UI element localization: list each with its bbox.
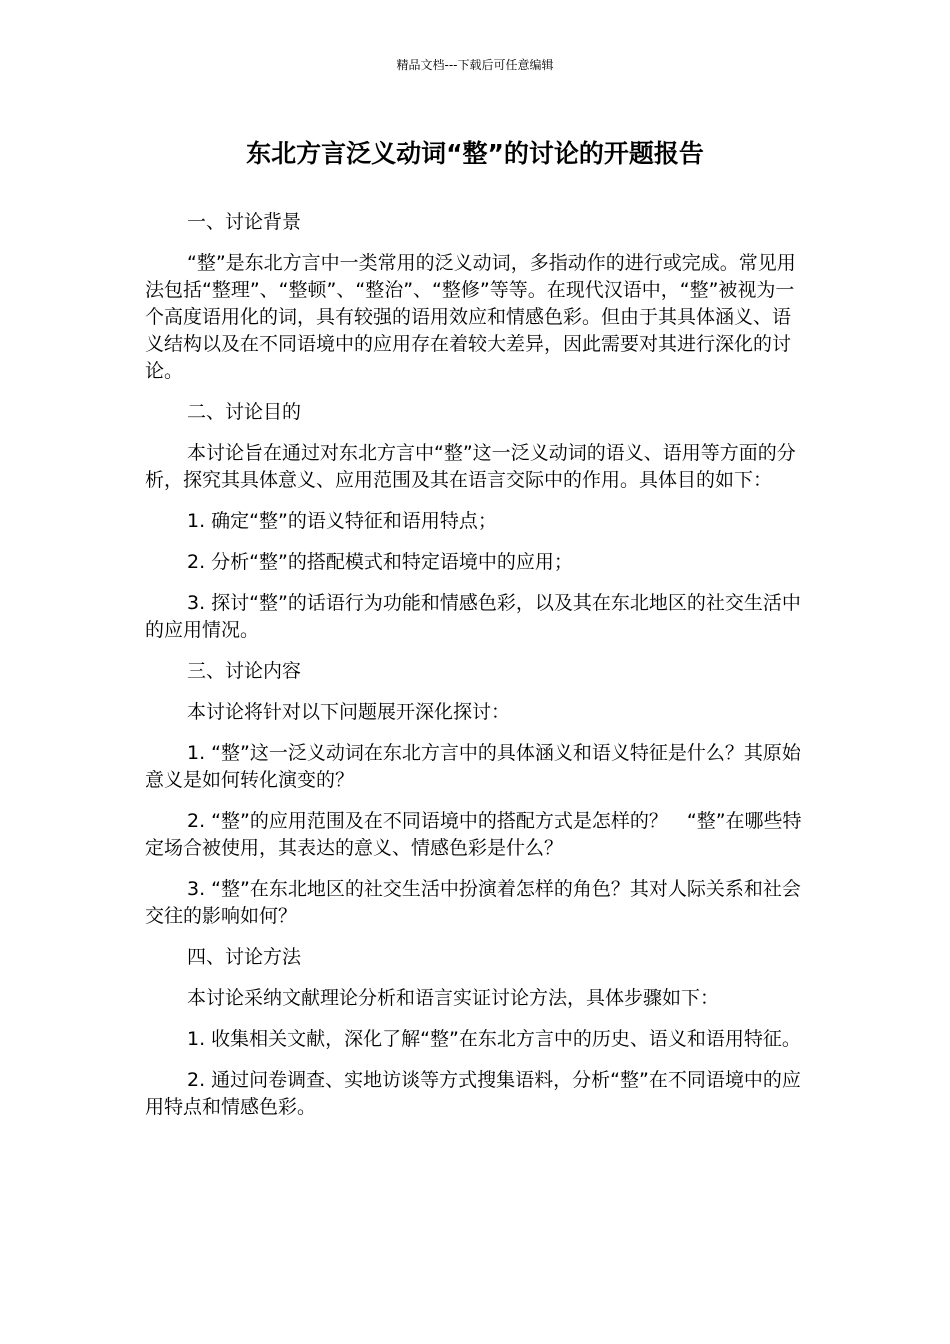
purpose-item: 2. 分析“整”的搭配模式和特定语境中的应用； [187, 551, 573, 573]
method-item: 1. 收集相关文献，深化了解“整”在东北方言中的历史、语义和语用特征。 [187, 1028, 801, 1050]
method-item: 2. 通过问卷调查、实地访谈等方式搜集语料，分析“整”在不同语境中的应用特点和情感色彩。 [145, 1069, 801, 1118]
content-intro: 本讨论将针对以下问题展开深化探讨： [187, 701, 511, 723]
section-heading-content: 三、讨论内容 [187, 660, 302, 682]
document-body [145, 209, 809, 1135]
purpose-item: 1. 确定“整”的语义特征和语用特点； [187, 510, 497, 532]
document-title: 东北方言泛义动词“整”的讨论的开题报告 [246, 139, 704, 168]
content-item: 2. “整”的应用范围及在不同语境中的搭配方式是怎样的？ “整”在哪些特定场合被使用，其表达的意义、情感色彩是什么？ [145, 810, 802, 859]
purpose-intro: 本讨论旨在通过对东北方言中“整”这一泛义动词的语义、语用等方面的分析，探究其具体意义、应用范围及其在语言交际中的作用。具体目的如下： [145, 442, 796, 491]
content-item: 1. “整”这一泛义动词在东北方言中的具体涵义和语义特征是什么？其原始意义是如何转化演变的？ [145, 742, 801, 791]
section-heading-purpose: 二、讨论目的 [187, 401, 302, 423]
background-paragraph: “整”是东北方言中一类常用的泛义动词，多指动作的进行或完成。常见用法包括“整理”、“整顿”、“整治”、“整修”等等。在现代汉语中，“整”被视为一个高度语用化的词，具有较强的语用效应和情感色彩。但由于其具体涵义、语义结构以及在不同语境中的应用存在着较大差异，因此需要对其进行深化的讨论。 [145, 252, 796, 382]
method-intro: 本讨论采纳文献理论分析和语言实证讨论方法，具体步骤如下： [187, 987, 720, 1009]
section-heading-method: 四、讨论方法 [187, 946, 302, 968]
content-item: 3. “整”在东北地区的社交生活中扮演着怎样的角色？其对人际关系和社会交往的影响如何？ [145, 878, 801, 927]
section-heading-background: 一、讨论背景 [187, 211, 302, 233]
page-header: 精品文档---下载后可任意编辑 [396, 58, 554, 72]
purpose-item: 3. 探讨“整”的话语行为功能和情感色彩，以及其在东北地区的社交生活中的应用情况。 [145, 592, 801, 641]
